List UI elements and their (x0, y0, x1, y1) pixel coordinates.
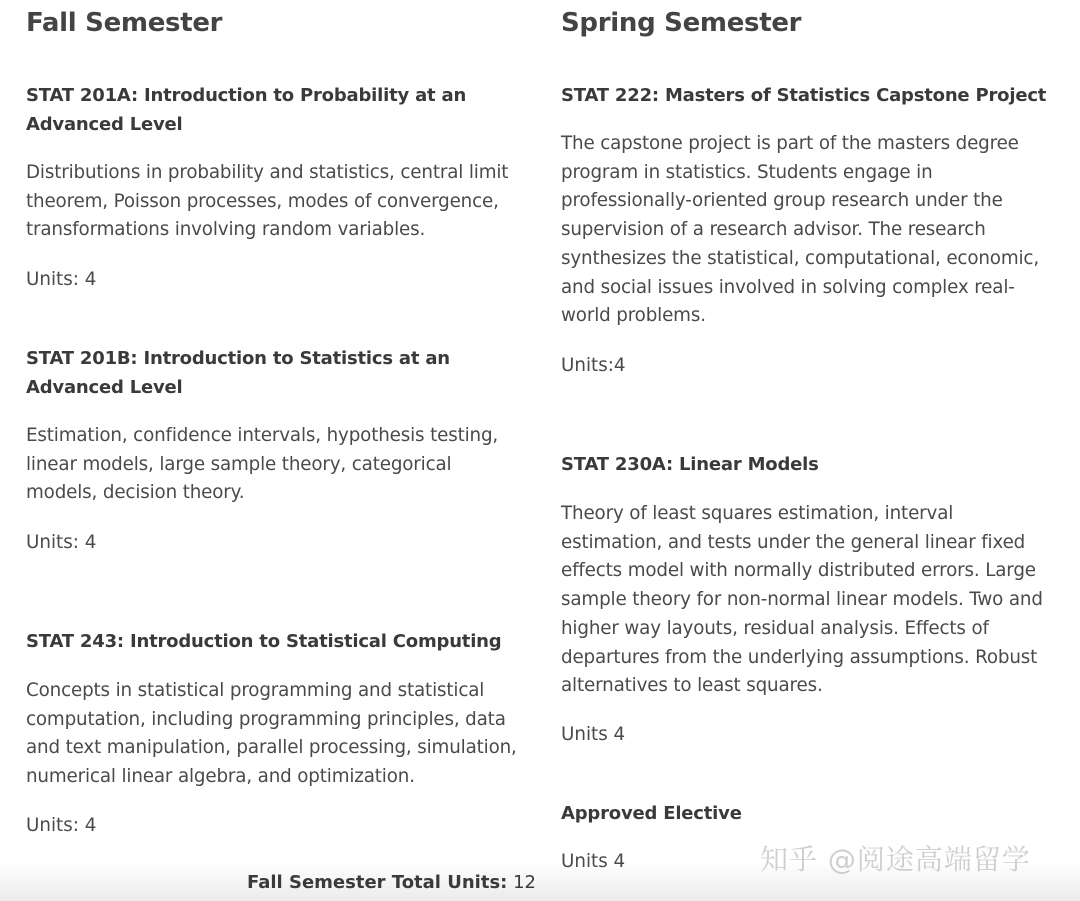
total-value: 12 (513, 872, 536, 893)
course-units: Units: 4 (26, 269, 97, 290)
course-title: STAT 201A: Introduction to Probability at an Advanced Level (26, 85, 467, 135)
course-units: Units:4 (561, 355, 626, 376)
course-units: Units: 4 (26, 532, 97, 553)
course-description: The capstone project is part of the masters degree program in statistics. Students engage in professionally-oriented group research under the supervision of a research advisor. The research synthesizes the statistical, computational, economic, and social issues involved in solving complex real- world problems. (561, 133, 1039, 327)
course-title: Approved Elective (561, 803, 742, 824)
course-title: STAT 230A: Linear Models (561, 454, 819, 475)
course-description: Estimation, confidence intervals, hypothesis testing, linear models, large sample theory, categorical models, decision theory. (26, 425, 499, 504)
course-units: Units 4 (561, 724, 626, 745)
course-title: STAT 201B: Introduction to Statistics at an Advanced Level (26, 348, 450, 398)
total-label: Fall Semester Total Units: (247, 872, 508, 893)
course-description: Distributions in probability and statistics, central limit theorem, Poisson processes, modes of convergence, transformations involving random variables. (26, 162, 509, 241)
fall-semester-title: Fall Semester (26, 8, 223, 38)
course-units: Units: 4 (26, 815, 97, 836)
watermark: 知乎 @阅途高端留学 (760, 843, 1031, 876)
course-description: Theory of least squares estimation, interval estimation, and tests under the general linear fixed effects model with normally distributed errors. Large sample theory for non-normal linear models. Two and higher way layouts, residual analysis. Effects of departures from the underlying assumptions. Robust alternatives to least squares. (561, 503, 1043, 697)
fall-total-units (247, 869, 536, 897)
spring-semester-title: Spring Semester (561, 8, 802, 38)
course-title: STAT 243: Introduction to Statistical Computing (26, 631, 502, 652)
course-units: Units 4 (561, 851, 626, 872)
course-description: Concepts in statistical programming and statistical computation, including programming principles, data and text manipulation, parallel processing, simulation, numerical linear algebra, and optimization. (26, 680, 517, 788)
course-title: STAT 222: Masters of Statistics Capstone Project (561, 85, 1047, 106)
